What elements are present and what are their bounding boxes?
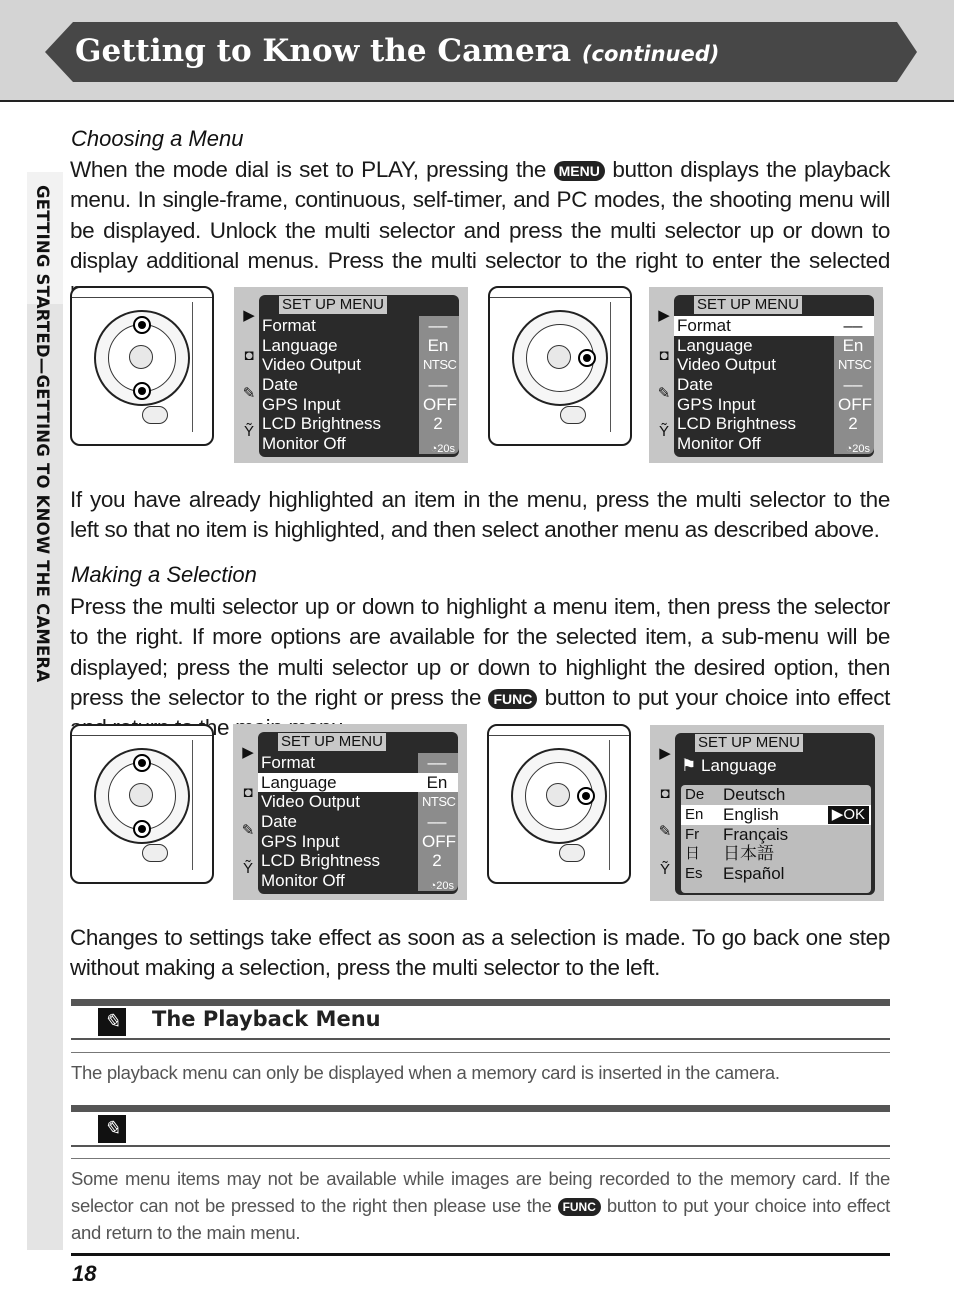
camera-body-corner bbox=[192, 302, 206, 432]
camera-body-corner bbox=[192, 740, 206, 870]
menu-item-gps-input bbox=[258, 832, 458, 852]
menu-item-label: LCD Brightness bbox=[677, 414, 797, 434]
selector-right-highlight-icon bbox=[577, 787, 595, 805]
menu-item-value: En bbox=[427, 335, 449, 355]
selector-lock-switch bbox=[142, 406, 168, 424]
menu-item-label: Monitor Off bbox=[677, 434, 761, 454]
menu-item-language-selected bbox=[258, 773, 458, 793]
camera-body-edge bbox=[72, 288, 212, 298]
language-option-de bbox=[681, 785, 871, 805]
selector-lock-switch bbox=[559, 844, 585, 862]
camera-body-edge bbox=[490, 288, 630, 298]
setup-tab-icon: Ỹ bbox=[658, 423, 669, 440]
menu-item-label: LCD Brightness bbox=[262, 414, 382, 434]
menu-item-lcd-brightness bbox=[259, 414, 459, 434]
making-text-b: button to put your choice into effect the bbox=[198, 684, 891, 741]
func-button-icon: FUNC bbox=[488, 689, 537, 709]
making-text-a: Press the multi selector up or down to highlight a menu item, then press the selector to the right. If more options are available for the selected item, a sub-menu will be displayed; press the multi selector up or down to highlight the desired option, then press the selector to the right or press the bbox=[70, 594, 890, 710]
menu-item-label: GPS Input bbox=[262, 394, 341, 414]
menu-item-format bbox=[258, 753, 458, 773]
func-button-icon: FUNC bbox=[558, 1198, 601, 1216]
menu-items bbox=[258, 753, 458, 891]
menu-item-gps-input bbox=[674, 395, 874, 415]
language-submenu-title bbox=[675, 755, 875, 777]
language-code: En bbox=[685, 805, 704, 823]
multi-selector-center bbox=[546, 783, 570, 807]
pencil-tab-icon: ✎ bbox=[658, 823, 672, 840]
menu-item-label: LCD Brightness bbox=[261, 851, 381, 871]
setup-tab-icon: Ỹ bbox=[242, 860, 253, 877]
menu-item-value: 2 bbox=[848, 414, 858, 434]
menu-item-format bbox=[259, 316, 459, 336]
menu-item-label: Language bbox=[261, 772, 337, 792]
note-rule-thin bbox=[71, 1052, 890, 1053]
menu-item-value: NTSC bbox=[422, 794, 456, 810]
menu-item-value: NTSC bbox=[423, 357, 457, 373]
pencil-tab-icon: ✎ bbox=[241, 822, 255, 839]
timer-value: 20s bbox=[436, 880, 454, 892]
menu-item-value: –– bbox=[428, 316, 448, 335]
selector-lock-switch bbox=[560, 406, 586, 424]
note-text-b: button to put your choice into effect and return to the main menu. bbox=[71, 1195, 890, 1243]
changes-paragraph: Changes to settings take effect as soon as a selection is made. To go back one step without making a selection, press the multi selector to the left. bbox=[70, 925, 890, 981]
menu-item-label: GPS Input bbox=[677, 394, 756, 414]
language-name: 日本語 bbox=[723, 844, 774, 864]
multi-selector-illustration-4 bbox=[487, 724, 631, 884]
menu-item-lcd-brightness bbox=[674, 414, 874, 434]
menu-item-value: OFF bbox=[423, 394, 457, 414]
menu-item-value: –– bbox=[843, 316, 863, 335]
menu-panel bbox=[675, 733, 875, 895]
selector-up-highlight-icon bbox=[133, 316, 151, 334]
timer-value: 20s bbox=[852, 443, 870, 455]
flag-icon: ⚑ bbox=[681, 756, 697, 775]
menu-item-label: GPS Input bbox=[261, 831, 340, 851]
menu-panel bbox=[259, 295, 459, 457]
menu-item-value: –– bbox=[427, 812, 447, 832]
menu-item-label: Language bbox=[262, 335, 338, 355]
menu-item-label: Date bbox=[261, 812, 297, 832]
choosing-menu-paragraph bbox=[70, 155, 890, 306]
playback-tab-icon: ▶ bbox=[658, 307, 670, 324]
menu-item-video-output bbox=[258, 792, 458, 812]
note-bar bbox=[71, 1105, 890, 1112]
menu-item-format-selected bbox=[674, 316, 874, 336]
menu-item-video-output bbox=[259, 355, 459, 375]
choosing-menu-heading: Choosing a Menu bbox=[71, 126, 244, 151]
menu-title: SET UP MENU bbox=[278, 733, 386, 751]
multi-selector-illustration-3 bbox=[70, 724, 214, 884]
camera-tab-icon: ◘ bbox=[243, 784, 253, 801]
multi-selector-center bbox=[547, 345, 571, 369]
menu-item-value: En bbox=[426, 772, 448, 792]
language-option-fr bbox=[681, 825, 871, 845]
note-title-playback-menu: The Playback Menu bbox=[152, 1007, 381, 1031]
language-code: Es bbox=[685, 865, 703, 883]
setup-tab-icon: Ỹ bbox=[243, 423, 254, 440]
menu-item-date bbox=[674, 375, 874, 395]
menu-item-monitor-off bbox=[674, 434, 874, 454]
making-selection-paragraph bbox=[70, 592, 890, 743]
menu-title: SET UP MENU bbox=[695, 734, 803, 752]
pencil-note-icon: ✎ bbox=[98, 1115, 126, 1143]
ok-badge: ▶OK bbox=[828, 806, 869, 824]
menu-item-value: 2 bbox=[433, 414, 443, 434]
selector-up-highlight-icon bbox=[133, 754, 151, 772]
menu-item-video-output bbox=[674, 355, 874, 375]
menu-item-gps-input bbox=[259, 395, 459, 415]
setup-menu-screen-3 bbox=[233, 724, 467, 900]
menu-item-lcd-brightness bbox=[258, 851, 458, 871]
language-subtitle-text: Language bbox=[700, 756, 777, 775]
selector-down-highlight-icon bbox=[133, 820, 151, 838]
note-text-playback-menu: The playback menu can only be displayed when a memory card is inserted in the camera. bbox=[71, 1062, 780, 1083]
menu-title: SET UP MENU bbox=[694, 296, 802, 314]
selector-right-highlight-icon bbox=[578, 349, 596, 367]
menu-item-value: 2 bbox=[432, 851, 442, 871]
menu-item-label: Date bbox=[677, 375, 713, 395]
choosing-text-b: button displays the playback menu. In single-frame, continuous, self-timer, and PC modes, the shooting menu will be displayed. Unlock the multi selector and press the multi selector up or down to display additional menus. Press the multi selector to the right to enter the selected bbox=[70, 157, 890, 273]
pencil-tab-icon: ✎ bbox=[657, 385, 671, 402]
camera-tab-icon: ◘ bbox=[659, 347, 669, 364]
setup-tab-icon: Ỹ bbox=[659, 861, 670, 878]
menu-item-label: Video Output bbox=[677, 355, 776, 375]
multi-selector-illustration-2 bbox=[488, 286, 632, 446]
timer-icon: ◔20s bbox=[429, 880, 454, 892]
menu-item-label: Language bbox=[677, 335, 753, 355]
multi-selector-illustration-1 bbox=[70, 286, 214, 446]
language-name: Español bbox=[723, 864, 785, 884]
camera-tab-icon: ◘ bbox=[660, 785, 670, 802]
menu-item-date bbox=[259, 375, 459, 395]
menu-panel bbox=[674, 295, 874, 457]
camera-body-edge bbox=[72, 726, 212, 736]
note-text-unavailable-items bbox=[71, 1165, 890, 1246]
note-rule-thin bbox=[71, 1158, 890, 1159]
menu-item-value: En bbox=[842, 335, 864, 355]
pencil-tab-icon: ✎ bbox=[242, 385, 256, 402]
page-number: 18 bbox=[72, 1261, 97, 1286]
choosing-text-a: When the mode dial is set to PLAY, pressing the bbox=[70, 157, 547, 182]
language-option-ja bbox=[681, 844, 871, 864]
menu-item-value: OFF bbox=[838, 394, 872, 414]
page-title-continued: (continued) bbox=[581, 42, 720, 66]
menu-item-label: Monitor Off bbox=[261, 871, 345, 891]
language-name: Français bbox=[723, 824, 789, 844]
menu-item-label: Format bbox=[262, 316, 316, 335]
menu-item-date bbox=[258, 812, 458, 832]
setup-menu-screen-1 bbox=[234, 287, 468, 463]
menu-item-value: OFF bbox=[422, 831, 456, 851]
language-option-es bbox=[681, 864, 871, 884]
camera-body-edge bbox=[489, 726, 629, 736]
language-name: English bbox=[723, 804, 779, 824]
setup-menu-screen-2 bbox=[649, 287, 883, 463]
menu-item-label: Format bbox=[261, 753, 315, 772]
note-bar bbox=[71, 999, 890, 1006]
menu-item-value: –– bbox=[427, 753, 447, 772]
multi-selector-center bbox=[129, 345, 153, 369]
selector-down-highlight-icon bbox=[133, 382, 151, 400]
playback-tab-icon: ▶ bbox=[659, 745, 671, 762]
timer-icon: ◔20s bbox=[430, 443, 455, 455]
language-code: De bbox=[685, 786, 705, 803]
playback-tab-icon: ▶ bbox=[242, 744, 254, 761]
pencil-note-icon: ✎ bbox=[98, 1008, 126, 1036]
menu-item-language bbox=[259, 336, 459, 356]
language-code: Fr bbox=[685, 825, 700, 843]
menu-items bbox=[674, 316, 874, 454]
language-code: 日 bbox=[685, 845, 701, 863]
menu-item-label: Monitor Off bbox=[262, 434, 346, 454]
menu-item-value: –– bbox=[843, 375, 863, 395]
menu-panel bbox=[258, 732, 458, 894]
menu-title: SET UP MENU bbox=[279, 296, 387, 314]
menu-item-language bbox=[674, 336, 874, 356]
note-rule bbox=[71, 1038, 890, 1040]
language-name: Deutsch bbox=[723, 785, 786, 804]
menu-item-monitor-off bbox=[259, 434, 459, 454]
language-options bbox=[681, 785, 871, 893]
side-tab-label: GETTING STARTED—GETTING TO KNOW THE CAMERA bbox=[33, 185, 52, 683]
menu-items bbox=[259, 316, 459, 454]
language-option-en-selected bbox=[681, 805, 871, 825]
highlighted-item-paragraph: If you have already highlighted an item in the menu, press the multi selector to the left so that no item is highlighted, and then select another menu as described above. bbox=[70, 487, 890, 543]
camera-tab-icon: ◘ bbox=[244, 347, 254, 364]
camera-body-corner bbox=[610, 302, 624, 432]
menu-item-label: Format bbox=[677, 316, 731, 335]
language-menu-screen bbox=[650, 725, 884, 901]
multi-selector-center bbox=[129, 783, 153, 807]
menu-item-label: Video Output bbox=[261, 792, 360, 812]
bottom-rule bbox=[71, 1253, 890, 1256]
page-title bbox=[75, 28, 719, 77]
menu-item-value: –– bbox=[428, 375, 448, 395]
playback-tab-icon: ▶ bbox=[243, 307, 255, 324]
menu-item-label: Date bbox=[262, 375, 298, 395]
timer-value: 20s bbox=[437, 443, 455, 455]
menu-item-monitor-off bbox=[258, 871, 458, 891]
menu-item-value: NTSC bbox=[838, 357, 872, 373]
ok-text: OK bbox=[843, 805, 865, 823]
page-title-text: Getting to Know the Camera bbox=[75, 33, 572, 69]
menu-item-label: Video Output bbox=[262, 355, 361, 375]
note-rule bbox=[71, 1145, 890, 1147]
camera-body-corner bbox=[609, 740, 623, 870]
making-selection-heading: Making a Selection bbox=[71, 562, 257, 587]
menu-button-icon: MENU bbox=[554, 161, 605, 181]
selector-lock-switch bbox=[142, 844, 168, 862]
note-text-a: Some menu items may not be available while images are being recorded to the memory card. If the selector can not be pressed to the right then please use the bbox=[71, 1168, 890, 1216]
timer-icon: ◔20s bbox=[845, 443, 870, 455]
